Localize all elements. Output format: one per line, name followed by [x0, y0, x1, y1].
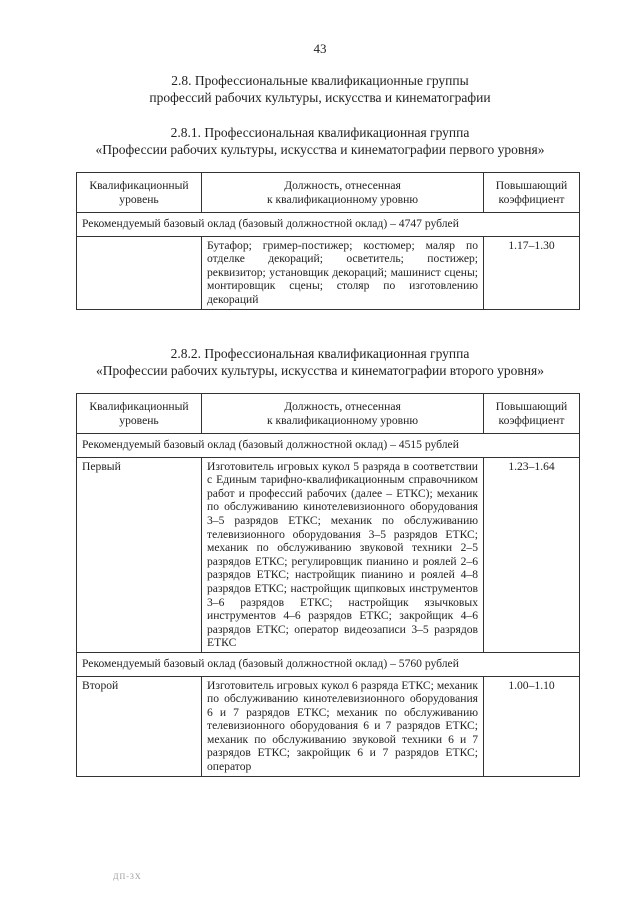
header-position-line2: к квалификационному уровню	[267, 413, 418, 427]
group1-title-line2: «Профессии рабочих культуры, искусства и кинематографии первого уровня»	[95, 142, 545, 157]
header-level-line1: Квалификационный	[89, 399, 189, 413]
header-coefficient	[484, 394, 580, 434]
level-cell: Первый	[77, 457, 202, 652]
header-level-line1: Квалификационный	[89, 178, 189, 192]
header-level	[77, 173, 202, 213]
header-coefficient-line1: Повышающий	[495, 399, 568, 413]
duties-cell: Изготовитель игровых кукол 6 разряда ЕТКС; механик по обслуживанию кинотелевизионного оборудования 6 и 7 разрядов ЕТКС; механик по обслуживанию телевизионного оборудования 6 и 7 разрядов ЕТКС; механик по обслуживанию звуковой техники 6 и 7 разрядов ЕТКС; закройщик 6 и 7 разрядов ЕТКС; оператор	[202, 676, 484, 776]
header-coefficient-line1: Повышающий	[495, 178, 568, 192]
group1-title-line1: 2.8.1. Профессиональная квалификационная группа	[170, 125, 470, 140]
header-coefficient	[484, 173, 580, 213]
salary-text: Рекомендуемый базовый оклад (базовый должностной оклад) – 4515 рублей	[77, 434, 580, 458]
header-position	[202, 173, 484, 213]
group2-heading	[0, 345, 640, 379]
table-row	[77, 236, 580, 309]
table-header-row	[77, 394, 580, 434]
coefficient-cell: 1.17–1.30	[484, 236, 580, 309]
header-position-line1: Должность, отнесенная	[284, 178, 401, 192]
header-coefficient-line2: коэффициент	[498, 413, 565, 427]
header-level-line2: уровень	[119, 413, 159, 427]
footer-mark: ДП-3Х	[113, 872, 142, 881]
duties-cell: Изготовитель игровых кукол 5 разряда в соответствии с Единым тарифно-квалификационным справочником работ и профессий рабочих (далее – ЕТКС); механик по обслуживанию кинотелевизионного оборудования 3–5 разрядов ЕТКС; механик по обслуживанию телевизионного оборудования 3–5 разрядов ЕТКС; механик по обслуживанию звуковой техники 2–5 разрядов ЕТКС; регулировщик пианино и роялей 2–6 разрядов ЕТКС; настройщик пианино и роялей 4–8 разрядов ЕТКС; настройщик щипковых инструментов 3–6 разрядов ЕТКС; настройщик язычковых инструментов 4–6 разрядов ЕТКС; закройщик 4–6 разрядов ЕТКС; оператор видеозаписи 3–5 разрядов ЕТКС	[202, 457, 484, 652]
header-position	[202, 394, 484, 434]
page-number: 43	[313, 41, 327, 56]
group1-table	[76, 172, 580, 310]
group2-title-line1: 2.8.2. Профессиональная квалификационная группа	[170, 346, 470, 361]
level-cell	[77, 236, 202, 309]
level-cell: Второй	[77, 676, 202, 776]
table-row	[77, 457, 580, 652]
group1-heading	[0, 124, 640, 158]
table-row	[77, 676, 580, 776]
section-title-line2: профессий рабочих культуры, искусства и кинематографии	[149, 90, 491, 105]
salary-text: Рекомендуемый базовый оклад (базовый должностной оклад) – 4747 рублей	[77, 213, 580, 237]
header-position-line2: к квалификационному уровню	[267, 192, 418, 206]
salary-row	[77, 652, 580, 676]
header-level	[77, 394, 202, 434]
header-coefficient-line2: коэффициент	[498, 192, 565, 206]
salary-row	[77, 434, 580, 458]
salary-text: Рекомендуемый базовый оклад (базовый должностной оклад) – 5760 рублей	[77, 652, 580, 676]
table-header-row	[77, 173, 580, 213]
coefficient-cell: 1.23–1.64	[484, 457, 580, 652]
salary-row	[77, 213, 580, 237]
group2-table	[76, 393, 580, 777]
duties-cell: Бутафор; гример-постижер; костюмер; маляр по отделке декораций; осветитель; постижер; реквизитор; установщик декораций; машинист сцены; монтировщик сцены; столяр по изготовлению декораций	[202, 236, 484, 309]
section-heading	[0, 72, 640, 106]
section-title-line1: 2.8. Профессиональные квалификационные группы	[171, 73, 469, 88]
coefficient-cell: 1.00–1.10	[484, 676, 580, 776]
header-position-line1: Должность, отнесенная	[284, 399, 401, 413]
header-level-line2: уровень	[119, 192, 159, 206]
group2-title-line2: «Профессии рабочих культуры, искусства и кинематографии второго уровня»	[96, 363, 544, 378]
